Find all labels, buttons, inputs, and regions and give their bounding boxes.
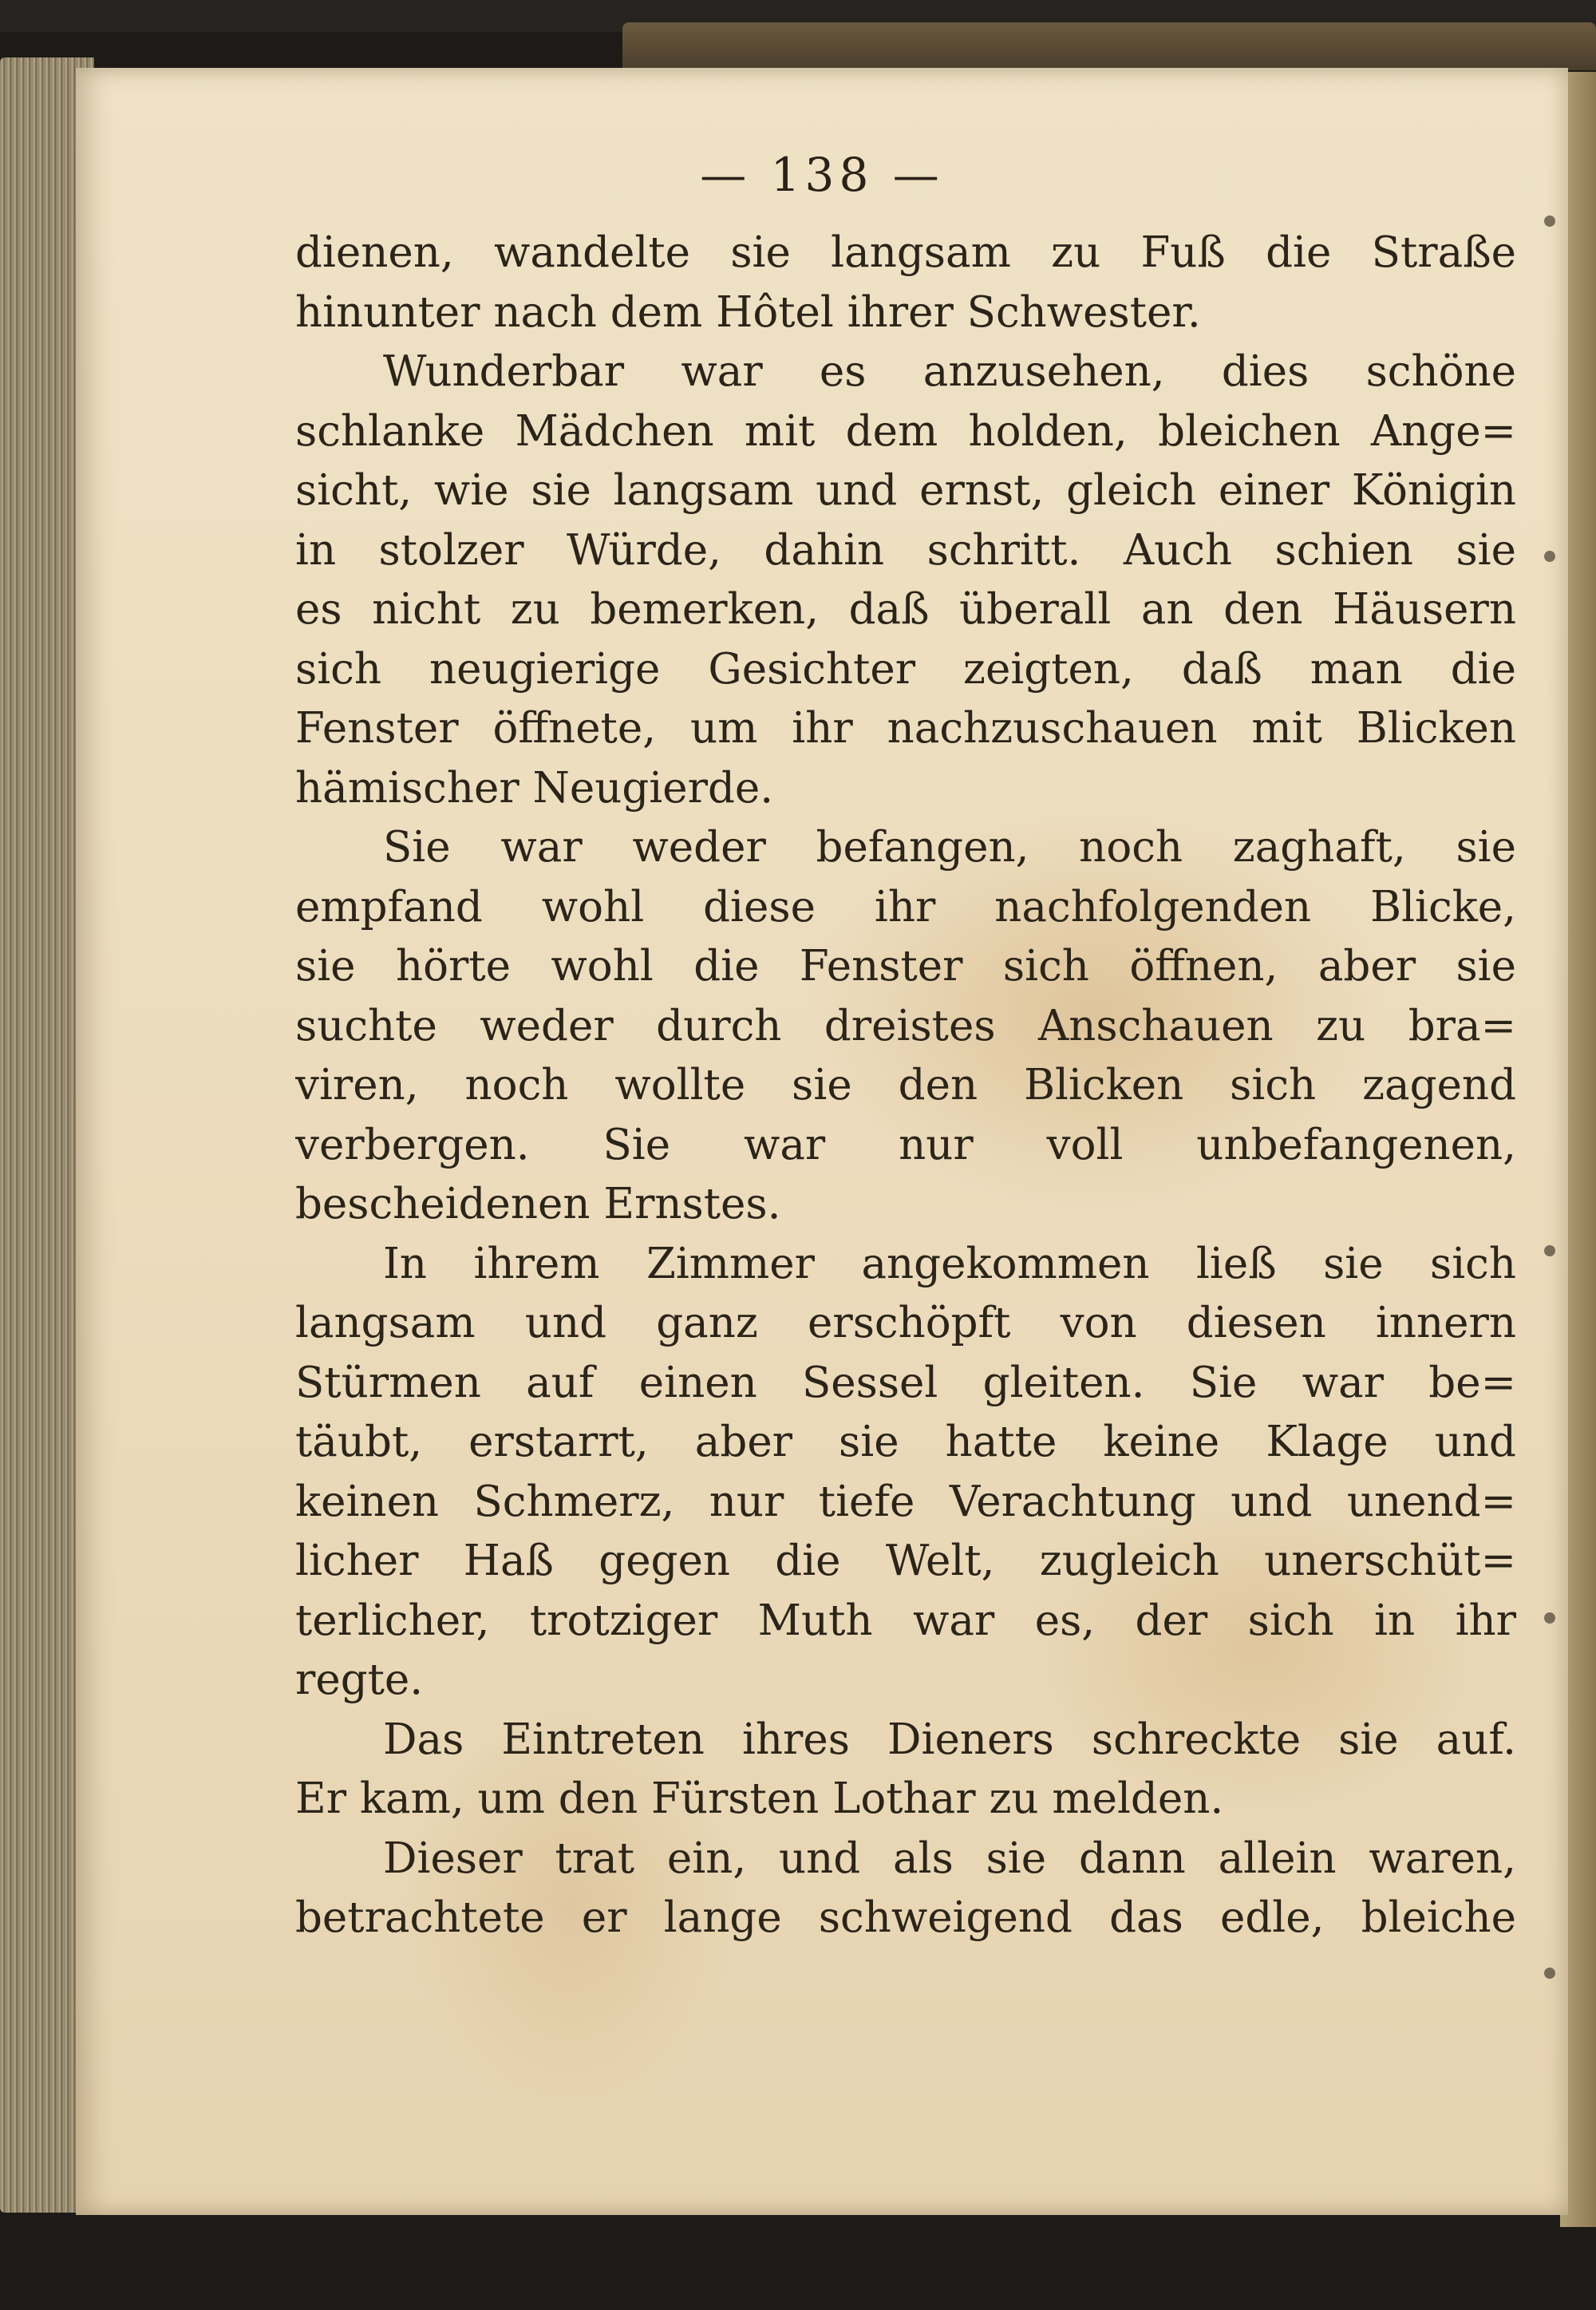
- text-line: sicht, wie sie langsam und ernst, gleich einer Königin: [295, 466, 1516, 515]
- text-line: täubt, erstarrt, aber sie hatte keine Klage und: [295, 1418, 1516, 1466]
- text-line: Wunderbar war es anzusehen, dies schöne: [383, 347, 1516, 396]
- text-line: verbergen. Sie war nur voll unbefangenen,: [295, 1120, 1516, 1169]
- text-line: dienen, wandelte sie langsam zu Fuß die Straße: [295, 228, 1516, 277]
- book-page: [76, 68, 1568, 2215]
- page-body-text: [295, 223, 1516, 1948]
- text-line: suchte weder durch dreistes Anschauen zu bra=: [295, 1001, 1516, 1050]
- text-line: es nicht zu bemerken, daß überall an den Häusern: [295, 585, 1516, 634]
- margin-mark: [1544, 1245, 1555, 1256]
- text-line: betrachtete er lange schweigend das edle, bleiche: [295, 1893, 1516, 1942]
- text-line: Dieser trat ein, und als sie dann allein waren,: [383, 1833, 1516, 1883]
- margin-marks: [1544, 0, 1568, 2310]
- text-line: hinunter nach dem Hôtel ihrer Schwester.: [295, 287, 1201, 337]
- text-line: hämischer Neugierde.: [295, 763, 774, 813]
- text-line: In ihrem Zimmer angekommen ließ sie sich: [383, 1239, 1516, 1288]
- text-line: Stürmen auf einen Sessel gleiten. Sie war be=: [295, 1358, 1516, 1407]
- text-line: regte.: [295, 1655, 424, 1704]
- text-line: keinen Schmerz, nur tiefe Verachtung und unend=: [295, 1477, 1516, 1526]
- text-line: sich neugierige Gesichter zeigten, daß man die: [295, 644, 1516, 694]
- text-line: sie hörte wohl die Fenster sich öffnen, aber sie: [295, 942, 1516, 991]
- text-line: viren, noch wollte sie den Blicken sich zagend: [295, 1061, 1516, 1110]
- text-line: terlicher, trotziger Muth war es, der sich in ihr: [295, 1596, 1516, 1645]
- margin-mark: [1544, 1968, 1555, 1979]
- page-number: — 138 —: [700, 148, 944, 202]
- text-line: langsam und ganz erschöpft von diesen innern: [295, 1299, 1516, 1347]
- book-cover-edge: [622, 22, 1596, 70]
- text-line: Fenster öffnete, um ihr nachzuschauen mit Blicken: [295, 704, 1516, 753]
- margin-mark: [1544, 551, 1555, 562]
- text-line: Sie war weder befangen, noch zaghaft, sie: [383, 823, 1516, 872]
- margin-mark: [1544, 1612, 1555, 1624]
- text-line: empfand wohl diese ihr nachfolgenden Blicke,: [295, 882, 1516, 932]
- text-line: Er kam, um den Fürsten Lothar zu melden.: [295, 1774, 1224, 1823]
- margin-mark: [1544, 216, 1555, 227]
- text-line: licher Haß gegen die Welt, zugleich unerschüt=: [295, 1537, 1516, 1585]
- text-line: in stolzer Würde, dahin schritt. Auch schien sie: [295, 525, 1516, 575]
- text-line: bescheidenen Ernstes.: [295, 1180, 781, 1228]
- text-line: Das Eintreten ihres Dieners schreckte sie auf.: [383, 1715, 1516, 1764]
- text-line: schlanke Mädchen mit dem holden, bleichen Ange=: [295, 406, 1516, 456]
